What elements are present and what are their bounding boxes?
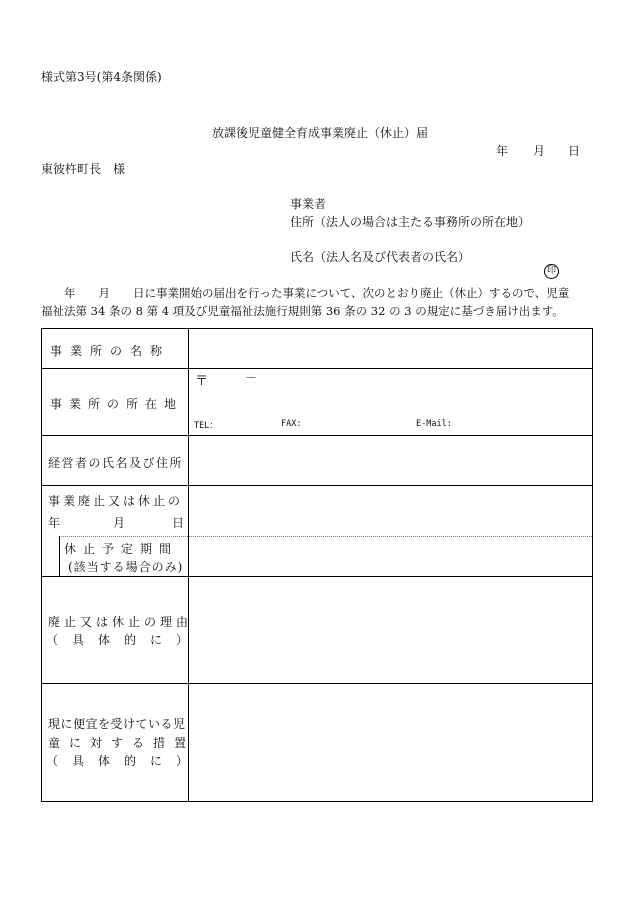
form-table bbox=[41, 328, 593, 802]
body-line-2: 福祉法第 34 条の 8 第 4 項及び児童福祉法施行規則第 36 条の 32 の 3 の規定に基づき届け出ます。 bbox=[41, 304, 564, 318]
email-label: E-Mail: bbox=[416, 419, 452, 429]
field-closure-date[interactable] bbox=[189, 486, 593, 536]
label-closure-date: 事業廃止又は休止の bbox=[48, 494, 184, 508]
applicant-heading: 事業者 bbox=[290, 197, 327, 211]
applicant-name-label: 氏名（法人名及び代表者の氏名） bbox=[290, 250, 471, 264]
postal-mark: 〒 bbox=[195, 374, 209, 389]
label-suspension-note: (該当する場合のみ) bbox=[68, 560, 184, 574]
addressee: 東彼杵町長 様 bbox=[41, 162, 126, 176]
applicant-address-label: 住所（法人の場合は主たる事務所の所在地） bbox=[290, 215, 531, 229]
label-facility-name: 事業所の名称 bbox=[50, 344, 171, 358]
label-measures: 現に便宜を受けている児 bbox=[48, 717, 186, 731]
field-facility-address[interactable] bbox=[189, 369, 593, 435]
form-number: 様式第3号(第4条関係) bbox=[41, 70, 162, 84]
field-operator[interactable] bbox=[189, 436, 593, 485]
label-reason-note: （具体的に） bbox=[46, 633, 203, 647]
label-operator: 経営者の氏名及び住所 bbox=[48, 456, 184, 470]
seal-mark: 印 bbox=[544, 264, 559, 279]
postal-dash: － bbox=[245, 371, 258, 385]
label-closure-month: 月 bbox=[113, 516, 126, 530]
tel-label: TEL： bbox=[194, 421, 218, 431]
field-facility-name[interactable] bbox=[189, 329, 593, 368]
label-closure-year: 年 bbox=[48, 516, 61, 530]
label-reason: 廃止又は休止の理由 bbox=[48, 615, 193, 629]
field-measures[interactable] bbox=[189, 684, 593, 801]
date-year: 年 bbox=[496, 144, 509, 158]
form-title: 放課後児童健全育成事業廃止（休止）届 bbox=[212, 126, 429, 140]
label-suspension-period: 休止予定期間 bbox=[64, 542, 179, 556]
field-suspension-period[interactable] bbox=[189, 537, 593, 576]
label-closure-day: 日 bbox=[172, 516, 185, 530]
body-line-1: 年 月 日に事業開始の届出を行った事業について、次のとおり廃止（休止）するので、児童 bbox=[41, 286, 570, 300]
label-measures-note: （具体的に） bbox=[46, 754, 203, 768]
field-reason[interactable] bbox=[189, 577, 593, 683]
fax-label: FAX: bbox=[281, 419, 302, 429]
label-measures-line2: 童に対する措置 bbox=[48, 736, 196, 750]
date-day: 日 bbox=[568, 144, 581, 158]
label-facility-address: 事業所の所在地 bbox=[50, 397, 184, 411]
sub-row-indent-line bbox=[59, 536, 60, 576]
date-month: 月 bbox=[533, 144, 546, 158]
